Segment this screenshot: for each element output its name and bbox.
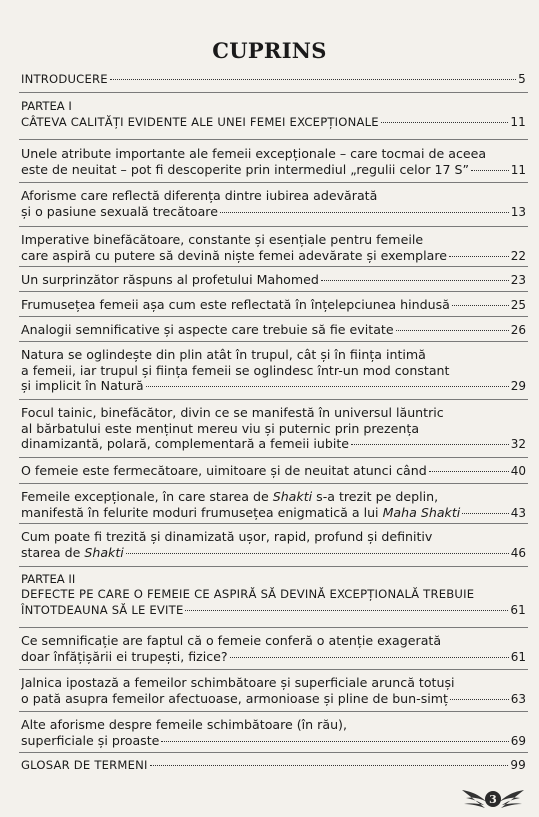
toc-entry <box>21 529 526 561</box>
toc-entry <box>21 675 526 707</box>
toc-page-number: 22 <box>510 248 526 263</box>
toc-page-number: 69 <box>510 733 526 748</box>
toc-page-number: 11 <box>510 115 526 129</box>
divider <box>19 266 528 267</box>
toc-page-number: 5 <box>518 72 526 86</box>
toc-entry-text: CÂTEVA CALITĂȚI EVIDENTE ALE UNEI FEMEI EXCEPȚIONALE <box>21 115 379 129</box>
divider <box>19 182 528 183</box>
toc-entry-text: INTRODUCERE <box>21 72 108 86</box>
page-number: 3 <box>489 793 497 806</box>
toc-entry-line: Natura se oglindește din plin atât în trupul, cât și în ființa intimă <box>21 347 426 362</box>
divider <box>19 752 528 753</box>
dot-leader <box>462 512 508 514</box>
toc-entry-line: Focul tainic, binefăcător, divin ce se manifestă în universul lăuntric <box>21 405 444 420</box>
toc-entry-text: dinamizantă, polară, complementară a femeii iubite <box>21 436 350 451</box>
toc-entry-last-line <box>21 603 526 619</box>
toc-entry-line: DEFECTE PE CARE O FEMEIE CE ASPIRĂ SĂ DEVINĂ EXCEPȚIONALĂ TREBUIE <box>21 587 475 601</box>
toc-entry-text: superficiale și proaste <box>21 732 160 748</box>
divider <box>19 399 528 400</box>
dot-leader <box>220 211 509 213</box>
toc-entry <box>21 405 526 453</box>
toc-entry-text: care aspiră cu putere să devină niște femei adevărate și exemplare <box>21 247 448 263</box>
toc-entry-last-line <box>21 322 526 339</box>
part-label: PARTEA I <box>21 99 72 113</box>
toc-entry-line: Femeile excepționale, în care starea de Shakti s-a trezit pe deplin, <box>21 489 439 504</box>
toc-entry-text: este de neuitat – pot fi descoperite prin intermediul „regulii celor 17 S” <box>21 161 470 177</box>
toc-page-number: 26 <box>510 323 526 337</box>
dot-leader <box>321 279 509 281</box>
toc-entry-last-line <box>21 248 526 265</box>
toc-entry <box>21 322 526 339</box>
dot-leader <box>381 121 509 123</box>
dot-leader <box>449 255 509 257</box>
toc-entry-line: Aforisme care reflectă diferența dintre iubirea adevărată <box>21 188 378 203</box>
toc-entry-text: și o pasiune sexuală trecătoare <box>21 203 218 219</box>
toc-entry-line: Imperative binefăcătoare, constante și esențiale pentru femeile <box>21 232 424 247</box>
toc-entry <box>21 587 526 618</box>
toc-entry <box>21 188 526 220</box>
dot-leader <box>396 329 509 331</box>
toc-page-number: 13 <box>510 204 526 219</box>
dot-leader <box>110 78 516 80</box>
toc-entry-text: Frumusețea femeii așa cum este reflectată în înțelepciunea hindusă <box>21 297 450 312</box>
toc-page-number: 40 <box>510 464 526 478</box>
toc-page-number: 63 <box>510 691 526 706</box>
toc-page-number: 29 <box>510 379 526 393</box>
toc-entry <box>21 347 526 395</box>
toc-page-number: 32 <box>510 437 526 451</box>
divider <box>19 627 528 628</box>
toc-entry-last-line <box>21 758 526 774</box>
toc-entry <box>21 115 526 131</box>
toc-entry-last-line <box>21 545 526 562</box>
page-title: CUPRINS <box>212 38 327 63</box>
toc-entry <box>21 146 526 178</box>
divider <box>19 566 528 567</box>
toc-page-number: 23 <box>510 273 526 287</box>
toc-entry-line: Unele atribute importante ale femeii excepționale – care tocmai de aceea <box>21 146 487 161</box>
toc-entry-text: manifestă în felurite moduri frumusețea enigmatică a lui Maha Shakti <box>21 504 461 520</box>
dot-leader <box>146 385 509 387</box>
toc-page-number: 43 <box>510 505 526 520</box>
divider <box>19 92 528 93</box>
toc-entry-line: al bărbatului este menținut mereu viu și puternic prin prezența <box>21 420 420 436</box>
toc-page-number: 25 <box>510 298 526 312</box>
divider <box>19 523 528 524</box>
toc-entry-text: starea de Shakti <box>21 544 124 560</box>
toc-entry-text: și implicit în Natură <box>21 378 144 393</box>
toc-entry-last-line <box>21 272 526 289</box>
part-label: PARTEA II <box>21 572 76 586</box>
toc-page-number: 61 <box>510 649 526 664</box>
toc-entry-last-line <box>21 505 526 522</box>
winged-logo-icon <box>460 786 526 810</box>
divider <box>19 483 528 484</box>
dot-leader <box>471 169 509 171</box>
dot-leader <box>185 609 508 611</box>
toc-entry-line: Ce semnificație are faptul că o femeie conferă o atenție exagerată <box>21 633 442 648</box>
toc-entry-text: Analogii semnificative și aspecte care trebuie să fie evitate <box>21 322 394 337</box>
toc-entry <box>21 232 526 264</box>
divider <box>19 669 528 670</box>
divider <box>19 711 528 712</box>
dot-leader <box>161 740 508 742</box>
toc-entry-last-line <box>21 297 526 314</box>
toc-entry-line: Alte aforisme despre femeile schimbătoare (în rău), <box>21 717 347 732</box>
toc-entry-last-line <box>21 691 526 708</box>
toc-page-number: 11 <box>510 162 526 177</box>
dot-leader <box>452 304 509 306</box>
toc-page-number: 46 <box>510 545 526 560</box>
toc-entry-last-line <box>21 72 526 88</box>
dot-leader <box>126 552 509 554</box>
toc-entry-last-line <box>21 463 526 480</box>
toc-entry-line: Jalnica ipostază a femeilor schimbătoare și superficiale aruncă totuși <box>21 675 455 690</box>
toc-entry-line: a femeii, iar trupul și ființa femeii se oglindesc într-un mod constant <box>21 362 450 378</box>
toc-entry-text: doar înfățișării ei trupești, fizice? <box>21 648 228 664</box>
dot-leader <box>450 698 509 700</box>
toc-entry-last-line <box>21 115 526 131</box>
toc-entry <box>21 297 526 314</box>
toc-entry-line: Cum poate fi trezită și dinamizată ușor, rapid, profund și definitiv <box>21 529 433 544</box>
divider <box>19 341 528 342</box>
toc-entry-text: Un surprinzător răspuns al profetului Mahomed <box>21 272 319 287</box>
toc-page-number: 99 <box>510 758 526 772</box>
toc-page-number: 61 <box>510 602 526 617</box>
divider <box>19 291 528 292</box>
toc-entry-last-line <box>21 733 526 750</box>
dot-leader <box>150 764 509 766</box>
dot-leader <box>351 443 509 445</box>
toc-entry <box>21 758 526 774</box>
divider <box>19 139 528 140</box>
divider <box>19 457 528 458</box>
divider <box>19 226 528 227</box>
toc-entry <box>21 272 526 289</box>
toc-entry-last-line <box>21 649 526 666</box>
dot-leader <box>429 470 509 472</box>
toc-entry-text: ÎNTOTDEAUNA SĂ LE EVITE <box>21 602 184 617</box>
toc-entry-last-line <box>21 436 526 453</box>
toc-entry <box>21 463 526 480</box>
toc-entry <box>21 633 526 665</box>
toc-entry-text: o pată asupra femeilor afectuoase, armonioase și pline de bun-simț <box>21 690 448 706</box>
toc-entry <box>21 489 526 521</box>
toc-entry <box>21 717 526 749</box>
toc-entry <box>21 72 526 88</box>
divider <box>19 316 528 317</box>
toc-entry-last-line <box>21 204 526 221</box>
toc-entry-last-line <box>21 162 526 179</box>
toc-entry-text: GLOSAR DE TERMENI <box>21 758 148 772</box>
toc-entry-last-line <box>21 378 526 395</box>
toc-entry-text: O femeie este fermecătoare, uimitoare și de neuitat atunci când <box>21 463 427 478</box>
dot-leader <box>230 656 509 658</box>
